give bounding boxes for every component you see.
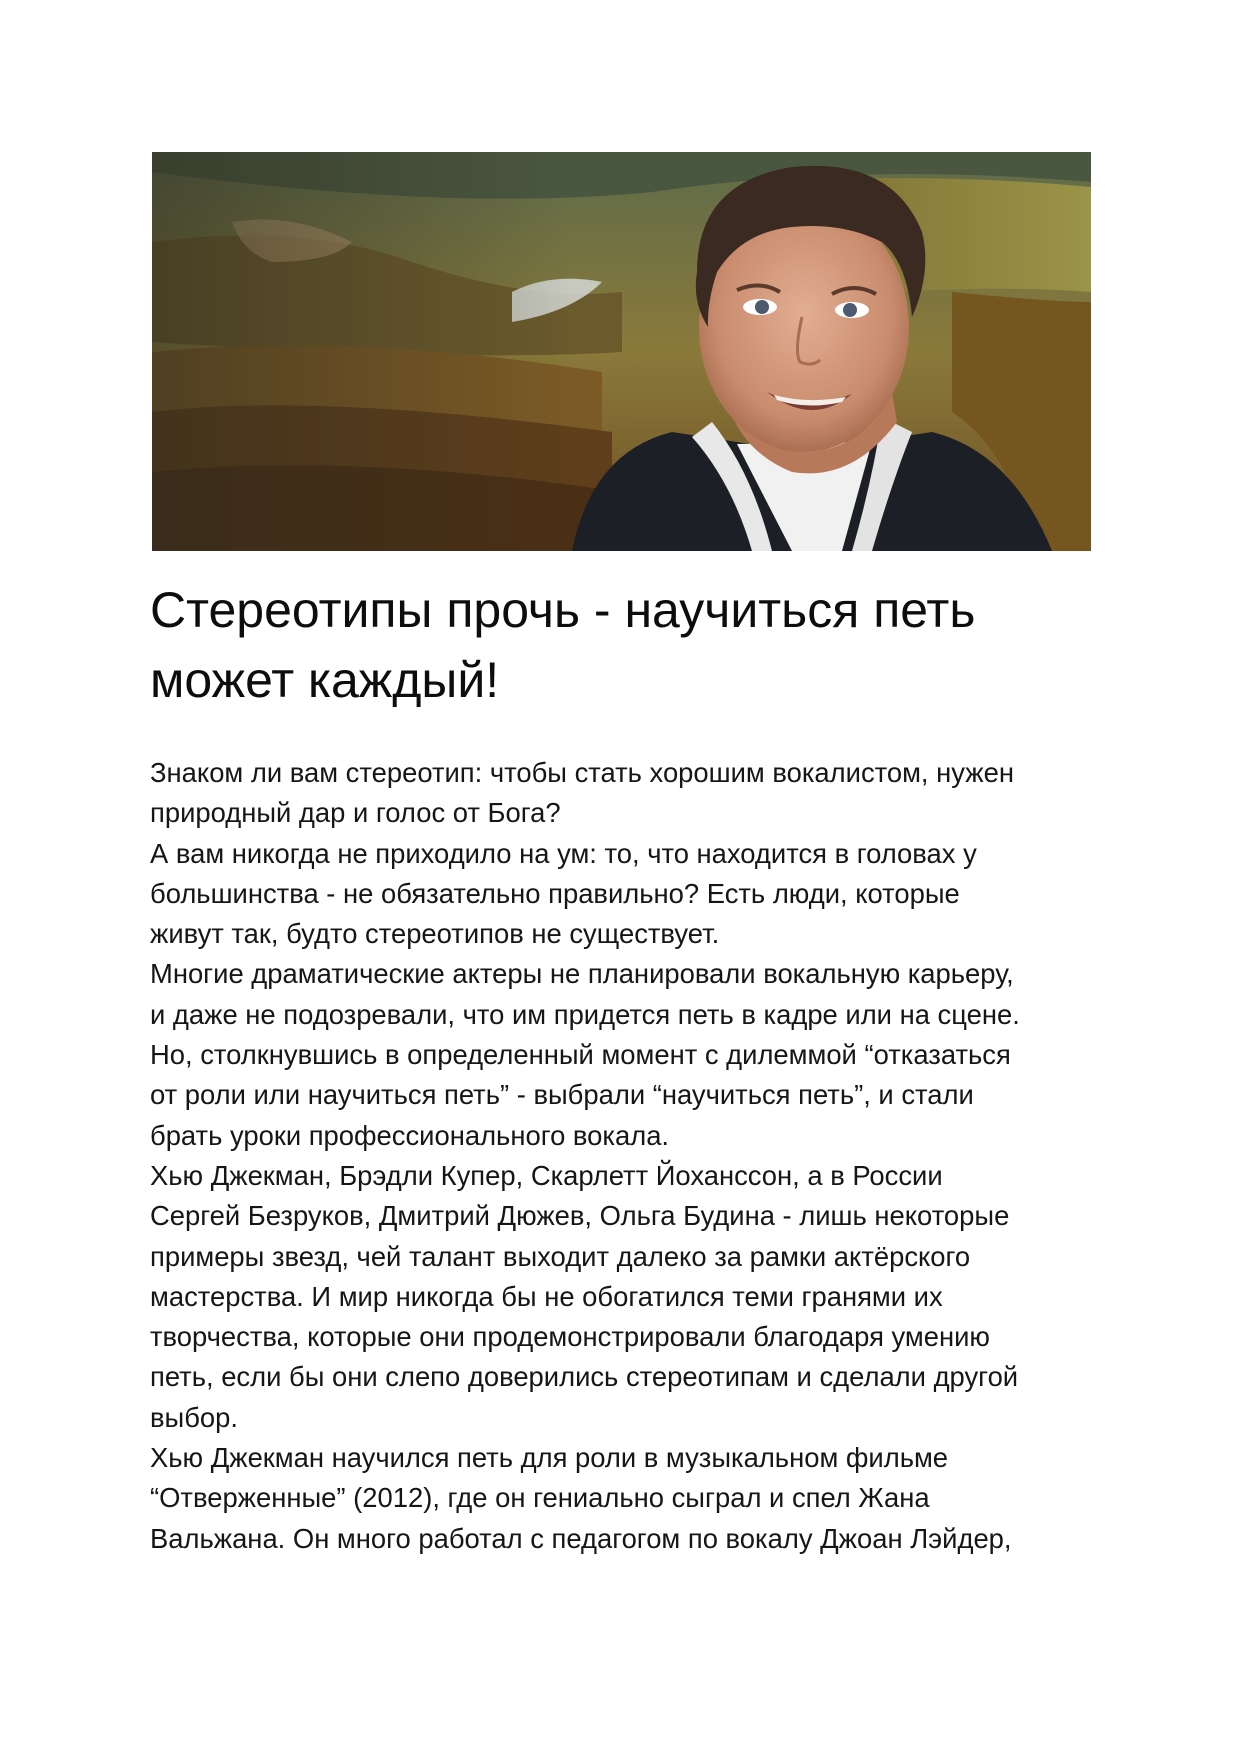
- body-line: А вам никогда не приходило на ум: то, что находится в головах у: [150, 837, 977, 869]
- body-line: от роли или научиться петь” - выбрали “научиться петь”, и стали: [150, 1079, 974, 1111]
- body-line: Знаком ли вам стереотип: чтобы стать хорошим вокалистом, нужен: [150, 757, 1014, 788]
- title-line: Стереотипы прочь - научиться петь: [150, 582, 976, 638]
- page-title: [150, 575, 1110, 715]
- hero-photo: [152, 152, 1091, 551]
- body-line: выбор.: [150, 1401, 239, 1433]
- body-line: Но, столкнувшись в определенный момент с дилеммой “отказаться: [150, 1039, 1011, 1071]
- body-line: петь, если бы они слепо доверились стереотипам и сделали другой: [150, 1361, 1019, 1393]
- body-line: Хью Джекман научился петь для роли в музыкальном фильме: [150, 1442, 949, 1474]
- body-line: “Отверженные” (2012), где он гениально сыграл и спел Жана: [150, 1482, 930, 1514]
- body-line: творчества, которые они продемонстрировали благодаря умению: [150, 1321, 990, 1353]
- body-line: большинства - не обязательно правильно? Есть люди, которые: [150, 877, 960, 909]
- body-line: и даже не подозревали, что им придется петь в кадре или на сцене.: [150, 998, 1020, 1030]
- body-line: природный дар и голос от Бога?: [150, 797, 561, 829]
- body-line: Вальжана. Он много работал с педагогом по вокалу Джоан Лэйдер,: [150, 1522, 1012, 1554]
- body-line: примеры звезд, чей талант выходит далеко за рамки актёрского: [150, 1240, 971, 1272]
- portrait-photo-icon: [152, 152, 1091, 551]
- title-line: может каждый!: [150, 652, 500, 708]
- body-line: живут так, будто стереотипов не существует.: [150, 918, 720, 950]
- body-line: брать уроки профессионального вокала.: [150, 1119, 670, 1151]
- body-line: Сергей Безруков, Дмитрий Дюжев, Ольга Будина - лишь некоторые: [150, 1200, 1010, 1232]
- article-body: [150, 753, 1130, 1559]
- body-line: Многие драматические актеры не планировали вокальную карьеру,: [150, 958, 1014, 990]
- body-line: Хью Джекман, Брэдли Купер, Скарлетт Йоханссон, а в России: [150, 1159, 943, 1191]
- body-line: мастерства. И мир никогда бы не обогатился теми гранями их: [150, 1280, 943, 1312]
